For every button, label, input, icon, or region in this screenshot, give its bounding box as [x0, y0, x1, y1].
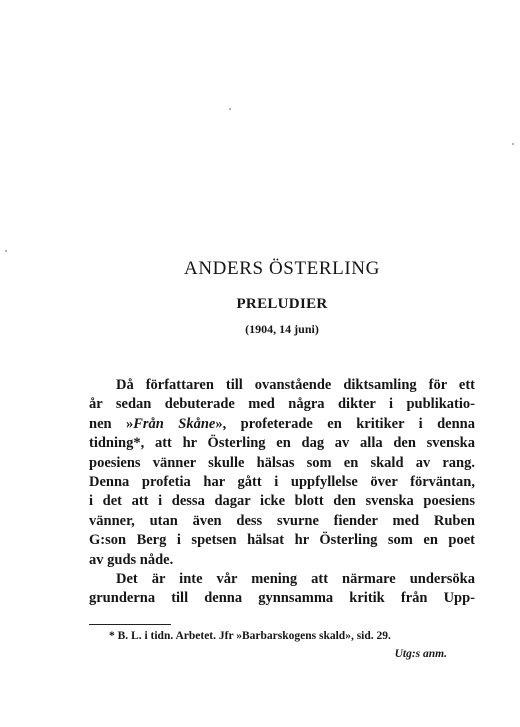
- paper-speck: [512, 143, 514, 145]
- text-line: vänner, utan även dess svurne fiender med Ruben: [89, 512, 475, 529]
- text-line: av guds nåde.: [89, 551, 174, 568]
- editor-note: Utg:s anm.: [394, 648, 447, 660]
- publication-date: (1904, 14 juni): [245, 322, 319, 336]
- text-line: år sedan debuterade med några dikter i publikatio-: [89, 396, 475, 413]
- footnote-divider: [89, 624, 171, 625]
- text-line: Denna profetia har gått i uppfyllelse över förväntan,: [89, 473, 475, 490]
- text-line: tidning*, att hr Österling en dag av alla den svenska: [89, 435, 475, 452]
- text-line: [89, 415, 475, 434]
- text-line: Det är inte vår mening att närmare undersöka: [116, 570, 475, 587]
- text-line: poesiens vänner skulle hälsas som en skald av rang.: [89, 454, 475, 471]
- text-fragment: nen »: [89, 415, 134, 432]
- text-fragment: », profeterade en kritiker i denna: [215, 415, 475, 432]
- text-line: Då författaren till ovanstående diktsamling för ett: [116, 377, 475, 393]
- paper-speck: [5, 250, 7, 252]
- review-body: [89, 376, 475, 609]
- italic-publication-title: Från Skåne: [133, 415, 216, 432]
- text-line: grunderna till denna gynnsamma kritik från Upp-: [89, 590, 475, 607]
- text-line: i det att i dessa dagar icke blott den svenska poesiens: [89, 493, 475, 510]
- footnote: * B. L. i tidn. Arbetet. Jfr »Barbarskogens skald», sid. 29.: [109, 630, 391, 642]
- work-title: PRELUDIER: [236, 296, 328, 312]
- book-page: [89, 0, 475, 727]
- text-line: G:son Berg i spetsen hälsat hr Österling som en poet: [89, 532, 475, 549]
- author-heading: ANDERS ÖSTERLING: [184, 258, 380, 279]
